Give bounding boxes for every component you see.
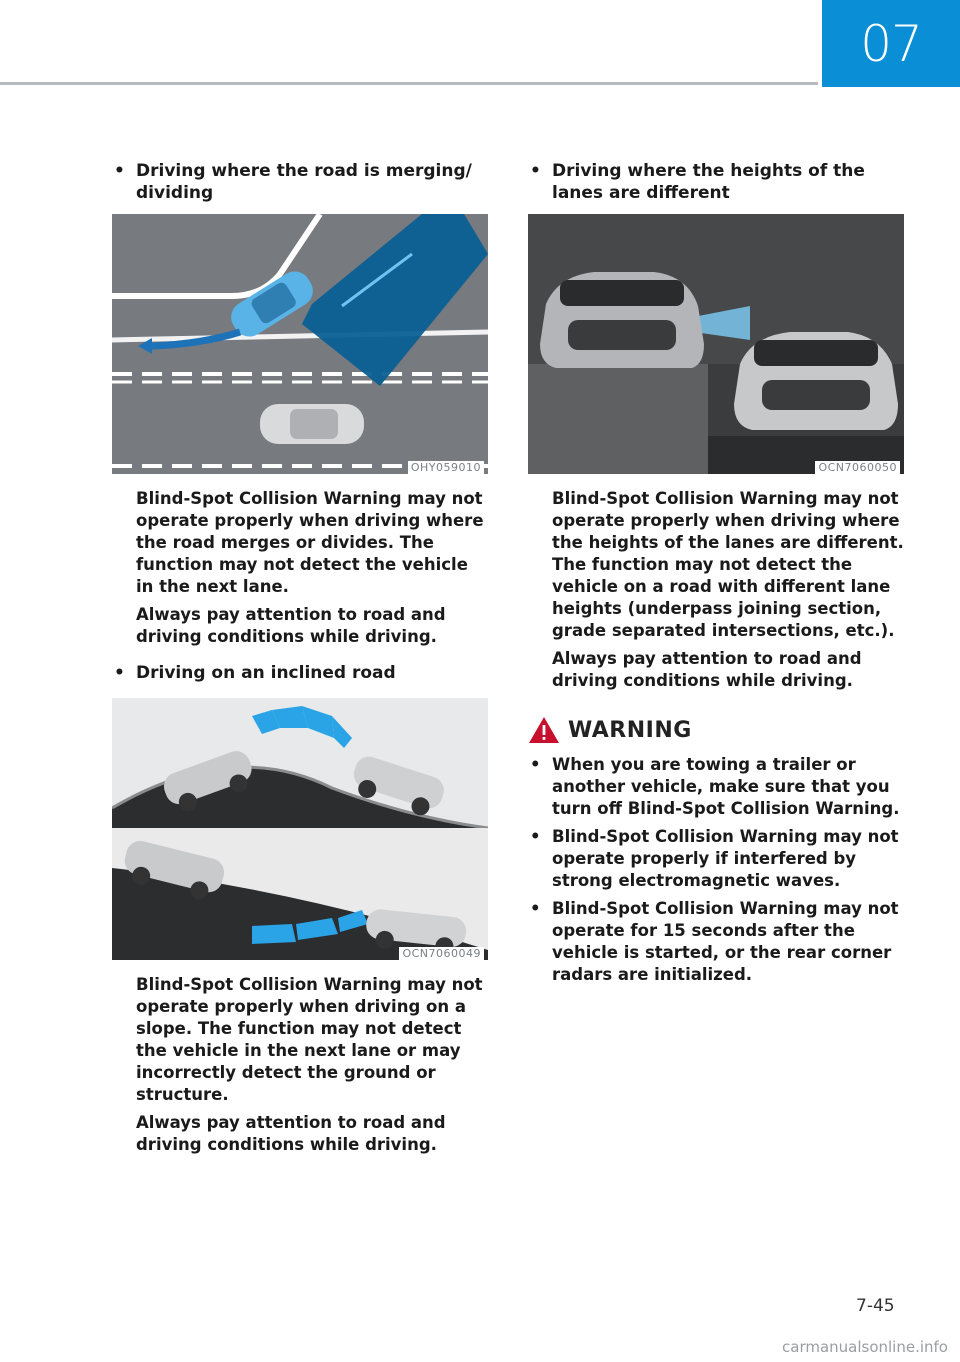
figure-inclined-road [112,698,488,960]
car-front-upper [540,272,704,368]
paragraph: Always pay attention to road and driving conditions while driving. [136,1113,446,1154]
paragraph: Blind-Spot Collision Warning may not operate properly when driving where the road merges or divides. The function may not detect the vehicle in the next lane. [136,489,484,596]
warning-item-text: Blind-Spot Collision Warning may not operate properly if interfered by strong electromagnetic waves. [552,827,899,890]
paragraph: Blind-Spot Collision Warning may not operate properly when driving where the heights of the lanes are different. The function may not detect the vehicle on a road with different lane heights (underpass joining section, grade separated intersections, etc.). [552,489,904,640]
figure-code: OHY059010 [408,461,484,474]
bullet-dot: • [530,161,541,181]
warning-item-text: When you are towing a trailer or another vehicle, make sure that you turn off Blind-Spot Collision Warning. [552,755,900,818]
warning-heading [528,716,906,744]
bullet-heading-inclined [112,662,490,684]
page-number: 7-45 [856,1296,895,1316]
right-column [528,160,906,992]
bullet-dot: • [530,827,541,846]
warning-list [528,754,906,986]
bullet-dot: • [114,663,125,683]
chapter-tab: 07 [822,0,960,87]
warning-item-text: Blind-Spot Collision Warning may not operate for 15 seconds after the vehicle is started, or the rear corner radars are initialized. [552,899,899,984]
bullet-heading-text: Driving where the heights of the lanes are different [552,161,865,203]
inclined-road-illustration [112,698,488,960]
bullet-dot: • [114,161,125,181]
warning-triangle-icon [528,716,560,744]
warning-item [528,898,906,986]
body-inclined [112,974,490,1156]
paragraph: Always pay attention to road and driving conditions while driving. [552,649,862,690]
figure-lane-heights [528,214,904,474]
warning-box [528,716,906,986]
body-merging [112,488,490,648]
paragraph: Blind-Spot Collision Warning may not operate properly when driving on a slope. The function may not detect the vehicle in the next lane or may incorrectly detect the ground or structure. [136,975,483,1104]
lane-heights-illustration [528,214,904,474]
bullet-heading-text: Driving where the road is merging/ dividing [136,161,472,203]
car-front-lower [734,332,898,430]
bullet-dot: • [530,899,541,918]
bullet-heading-heights [528,160,906,204]
left-column [112,160,490,1162]
bullet-dot: • [530,755,541,774]
bullet-heading-text: Driving on an inclined road [136,663,396,683]
bullet-heading-merging [112,160,490,204]
paragraph: Always pay attention to road and driving conditions while driving. [136,605,446,646]
body-heights [528,488,906,692]
watermark-link[interactable]: carmanualsonline.info [782,1338,948,1356]
warning-item [528,754,906,820]
figure-code: OCN7060050 [815,461,900,474]
road-merging-illustration [112,214,488,474]
warning-title: WARNING [568,717,692,743]
header-rule [0,82,818,85]
figure-code: OCN7060049 [399,947,484,960]
figure-road-merging [112,214,488,474]
warning-item [528,826,906,892]
